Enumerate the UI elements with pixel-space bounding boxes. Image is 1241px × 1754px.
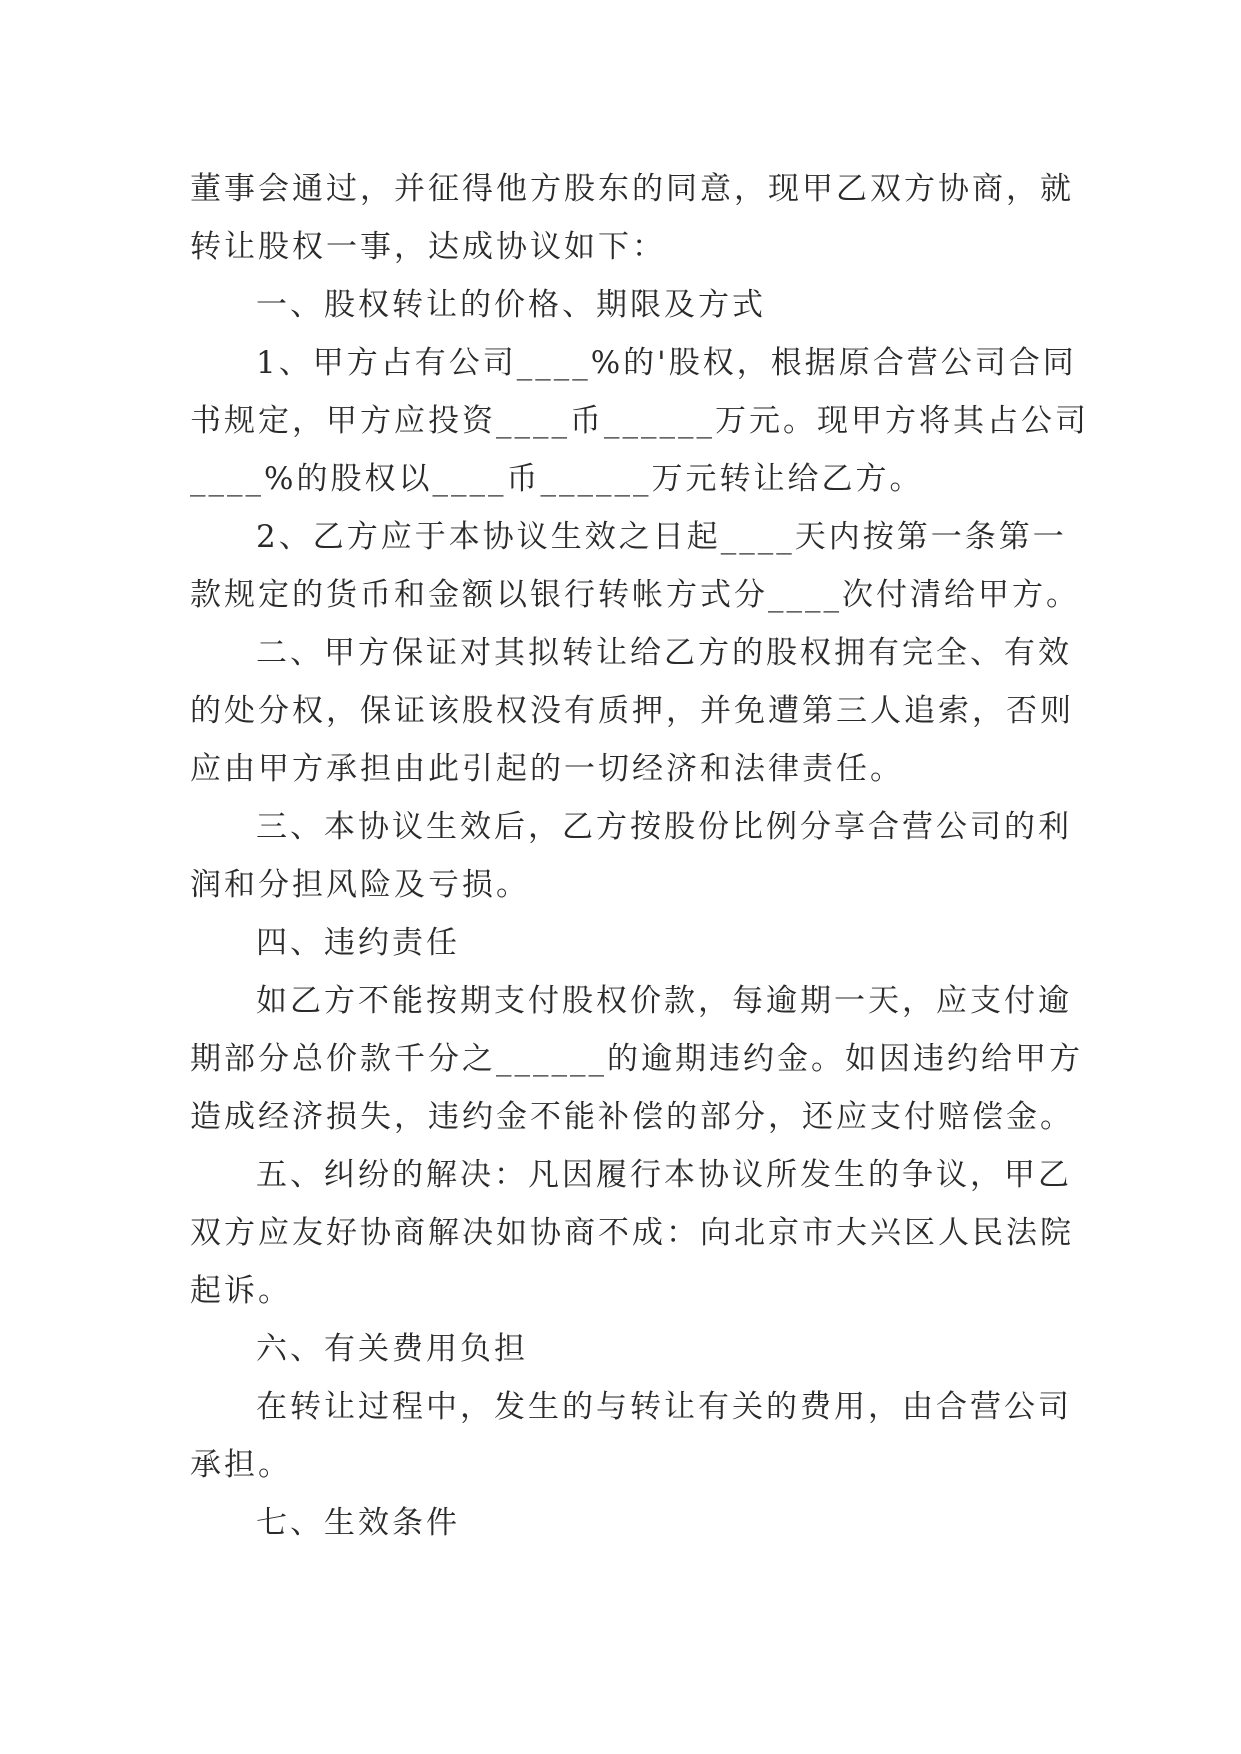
text-line: 二、甲方保证对其拟转让给乙方的股权拥有完全、有效 bbox=[256, 635, 1072, 671]
text-line: 的处分权，保证该股权没有质押，并免遭第三人追索，否则 bbox=[190, 693, 1074, 729]
text-line: 2、乙方应于本协议生效之日起____天内按第一条第一 bbox=[256, 519, 1067, 555]
text-line: 在转让过程中，发生的与转让有关的费用，由合营公司 bbox=[256, 1389, 1072, 1425]
text-line: ____%的股权以____币______万元转让给乙方。 bbox=[190, 461, 924, 497]
text-line: 双方应友好协商解决如协商不成：向北京市大兴区人民法院 bbox=[190, 1215, 1074, 1251]
text-line: 润和分担风险及亏损。 bbox=[190, 867, 530, 903]
section-heading: 四、违约责任 bbox=[256, 925, 460, 961]
text-line: 造成经济损失，违约金不能补偿的部分，还应支付赔偿金。 bbox=[190, 1099, 1074, 1135]
text-line: 董事会通过，并征得他方股东的同意，现甲乙双方协商，就 bbox=[190, 171, 1074, 207]
text-line: 如乙方不能按期支付股权价款，每逾期一天，应支付逾 bbox=[256, 983, 1072, 1019]
text-line: 书规定，甲方应投资____币______万元。现甲方将其占公司 bbox=[190, 403, 1089, 439]
section-heading: 七、生效条件 bbox=[256, 1505, 460, 1541]
document-body bbox=[190, 160, 1090, 1552]
text-line: 应由甲方承担由此引起的一切经济和法律责任。 bbox=[190, 751, 904, 787]
text-line: 五、纠纷的解决：凡因履行本协议所发生的争议，甲乙 bbox=[256, 1157, 1072, 1193]
text-line: 承担。 bbox=[190, 1447, 292, 1483]
text-line: 转让股权一事，达成协议如下： bbox=[190, 229, 666, 265]
text-line: 期部分总价款千分之______的逾期违约金。如因违约给甲方 bbox=[190, 1041, 1083, 1077]
text-line: 起诉。 bbox=[190, 1273, 292, 1309]
section-heading: 一、股权转让的价格、期限及方式 bbox=[256, 287, 766, 323]
text-line: 款规定的货币和金额以银行转帐方式分____次付清给甲方。 bbox=[190, 577, 1080, 613]
section-heading: 六、有关费用负担 bbox=[256, 1331, 528, 1367]
text-line: 三、本协议生效后，乙方按股份比例分享合营公司的利 bbox=[256, 809, 1072, 845]
text-line: 1、甲方占有公司____%的'股权，根据原合营公司合同 bbox=[256, 345, 1077, 381]
